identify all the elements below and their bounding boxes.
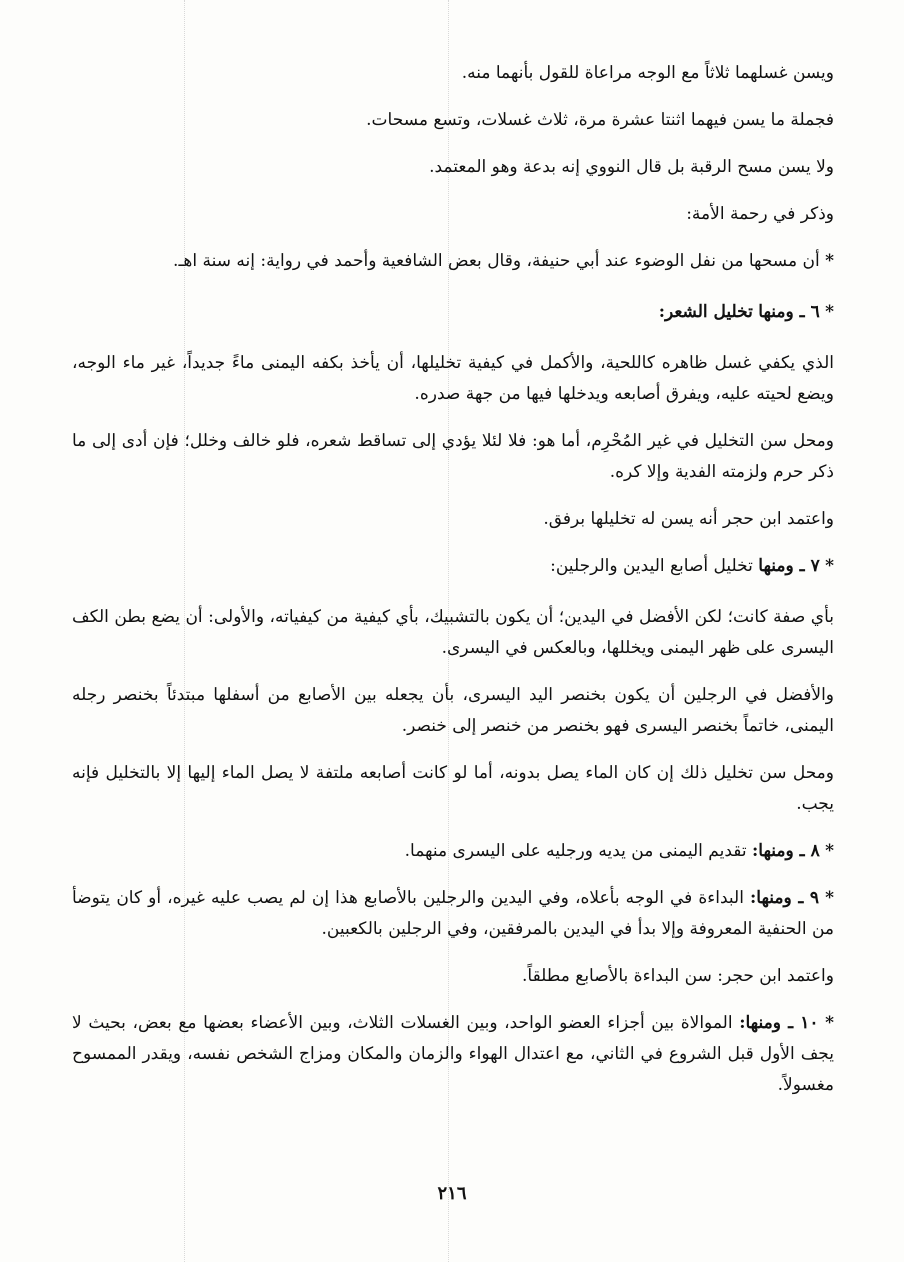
- paragraph-text: البداءة في الوجه بأعلاه، وفي اليدين والرجلين بالأصابع هذا إن لم يصب عليه غيره، أو كان يتوضأ من الحنفية المعروفة وإلا بدأ في اليدين بالمرفقين، وفي الرجلين بالكعبين.: [72, 888, 834, 939]
- section-heading: [72, 551, 834, 582]
- paragraph-text: ولا يسن مسح الرقبة بل قال النووي إنه بدعة وهو المعتمد.: [429, 157, 834, 177]
- bullet-marker: *: [825, 888, 835, 908]
- paragraph: [72, 836, 834, 867]
- paragraph-text: أن مسحها من نفل الوضوء عند أبي حنيفة، وقال بعض الشافعية وأحمد في رواية: إنه سنة اهـ.: [173, 251, 820, 271]
- paragraph: [72, 58, 834, 89]
- paragraph-text: وذكر في رحمة الأمة:: [686, 204, 834, 224]
- paragraph: [72, 680, 834, 742]
- paragraph-text: ومحل سن تخليل ذلك إن كان الماء يصل بدونه، أما لو كانت أصابعه ملتفة لا يصل الماء إليها إلا بالتخليل فإنه يجب.: [72, 763, 834, 814]
- paragraph: [72, 504, 834, 535]
- paragraph-text: تقديم اليمنى من يديه ورجليه على اليسرى منهما.: [404, 841, 747, 861]
- paragraph-text: بأي صفة كانت؛ لكن الأفضل في اليدين؛ أن يكون بالتشبيك، بأي كيفية من كيفياته، والأولى: أن يضع بطن الكف اليسرى على ظهر اليمنى ويخللها، وبالعكس في اليسرى.: [72, 607, 834, 658]
- paragraph: [72, 1008, 834, 1101]
- bullet-marker: *: [825, 251, 834, 271]
- paragraph-text: الموالاة بين أجزاء العضو الواحد، وبين الغسلات الثلاث، وبين الأعضاء بعضها مع بعض، بحيث لا يجف الأول قبل الشروع في الثاني، مع اعتدال الهواء والزمان والمكان ومزاج الشخص نفسه، ويقدر الممسوح مغسولاً.: [72, 1013, 834, 1095]
- section-number: ٨ ـ ومنها:: [752, 841, 820, 861]
- section-number: ١٠ ـ ومنها:: [739, 1013, 819, 1033]
- paragraph-text: ويسن غسلهما ثلاثاً مع الوجه مراعاة للقول بأنهما منه.: [461, 63, 834, 83]
- paragraph: [72, 426, 834, 488]
- paragraph-text: الذي يكفي غسل ظاهره كاللحية، والأكمل في كيفية تخليلها، أن يأخذ بكفه اليمنى ماءً جديداً، غير ماء الوجه، ويضع لحيته عليه، ويفرق أصابعه ويدخلها فيها من جهة صدره.: [72, 353, 834, 404]
- bullet-marker: *: [825, 1013, 835, 1033]
- paragraph-text: واعتمد ابن حجر: سن البداءة بالأصابع مطلقاً.: [522, 966, 834, 986]
- section-title: تخليل أصابع اليدين والرجلين:: [550, 556, 753, 576]
- paragraph: [72, 152, 834, 183]
- page-body: [72, 58, 834, 1101]
- section-number: ٩ ـ ومنها:: [750, 888, 820, 908]
- bullet-marker: *: [825, 556, 834, 576]
- section-heading: [72, 297, 834, 328]
- bullet-marker: *: [825, 841, 834, 861]
- paragraph: [72, 246, 834, 277]
- paragraph: [72, 961, 834, 992]
- paragraph-text: والأفضل في الرجلين أن يكون بخنصر اليد اليسرى، بأن يجعله بين الأصابع من أسفلها مبتدئاً بخنصر رجله اليمنى، خاتماً بخنصر اليسرى فهو بخنصر من خنصر إلى خنصر.: [72, 685, 834, 736]
- paragraph: [72, 199, 834, 230]
- bullet-marker: *: [825, 302, 834, 322]
- section-number: ٧ ـ ومنها: [758, 556, 820, 576]
- paragraph-text: ومحل سن التخليل في غير المُحْرِم، أما هو: فلا لئلا يؤدي إلى تساقط شعره، فلو خالف وخلل؛ فإن أدى إلى ما ذكر حرم ولزمته الفدية وإلا كره.: [72, 431, 834, 482]
- paragraph: [72, 883, 834, 945]
- paragraph: [72, 758, 834, 820]
- page-number: ٢١٦: [437, 1183, 467, 1204]
- section-number: ٦ ـ ومنها: [758, 302, 820, 322]
- paragraph: [72, 105, 834, 136]
- paragraph-text: فجملة ما يسن فيهما اثنتا عشرة مرة، ثلاث غسلات، وتسع مسحات.: [366, 110, 834, 130]
- paragraph: [72, 602, 834, 664]
- paragraph: [72, 348, 834, 410]
- section-title: تخليل الشعر:: [658, 302, 753, 322]
- paragraph-text: واعتمد ابن حجر أنه يسن له تخليلها برفق.: [543, 509, 834, 529]
